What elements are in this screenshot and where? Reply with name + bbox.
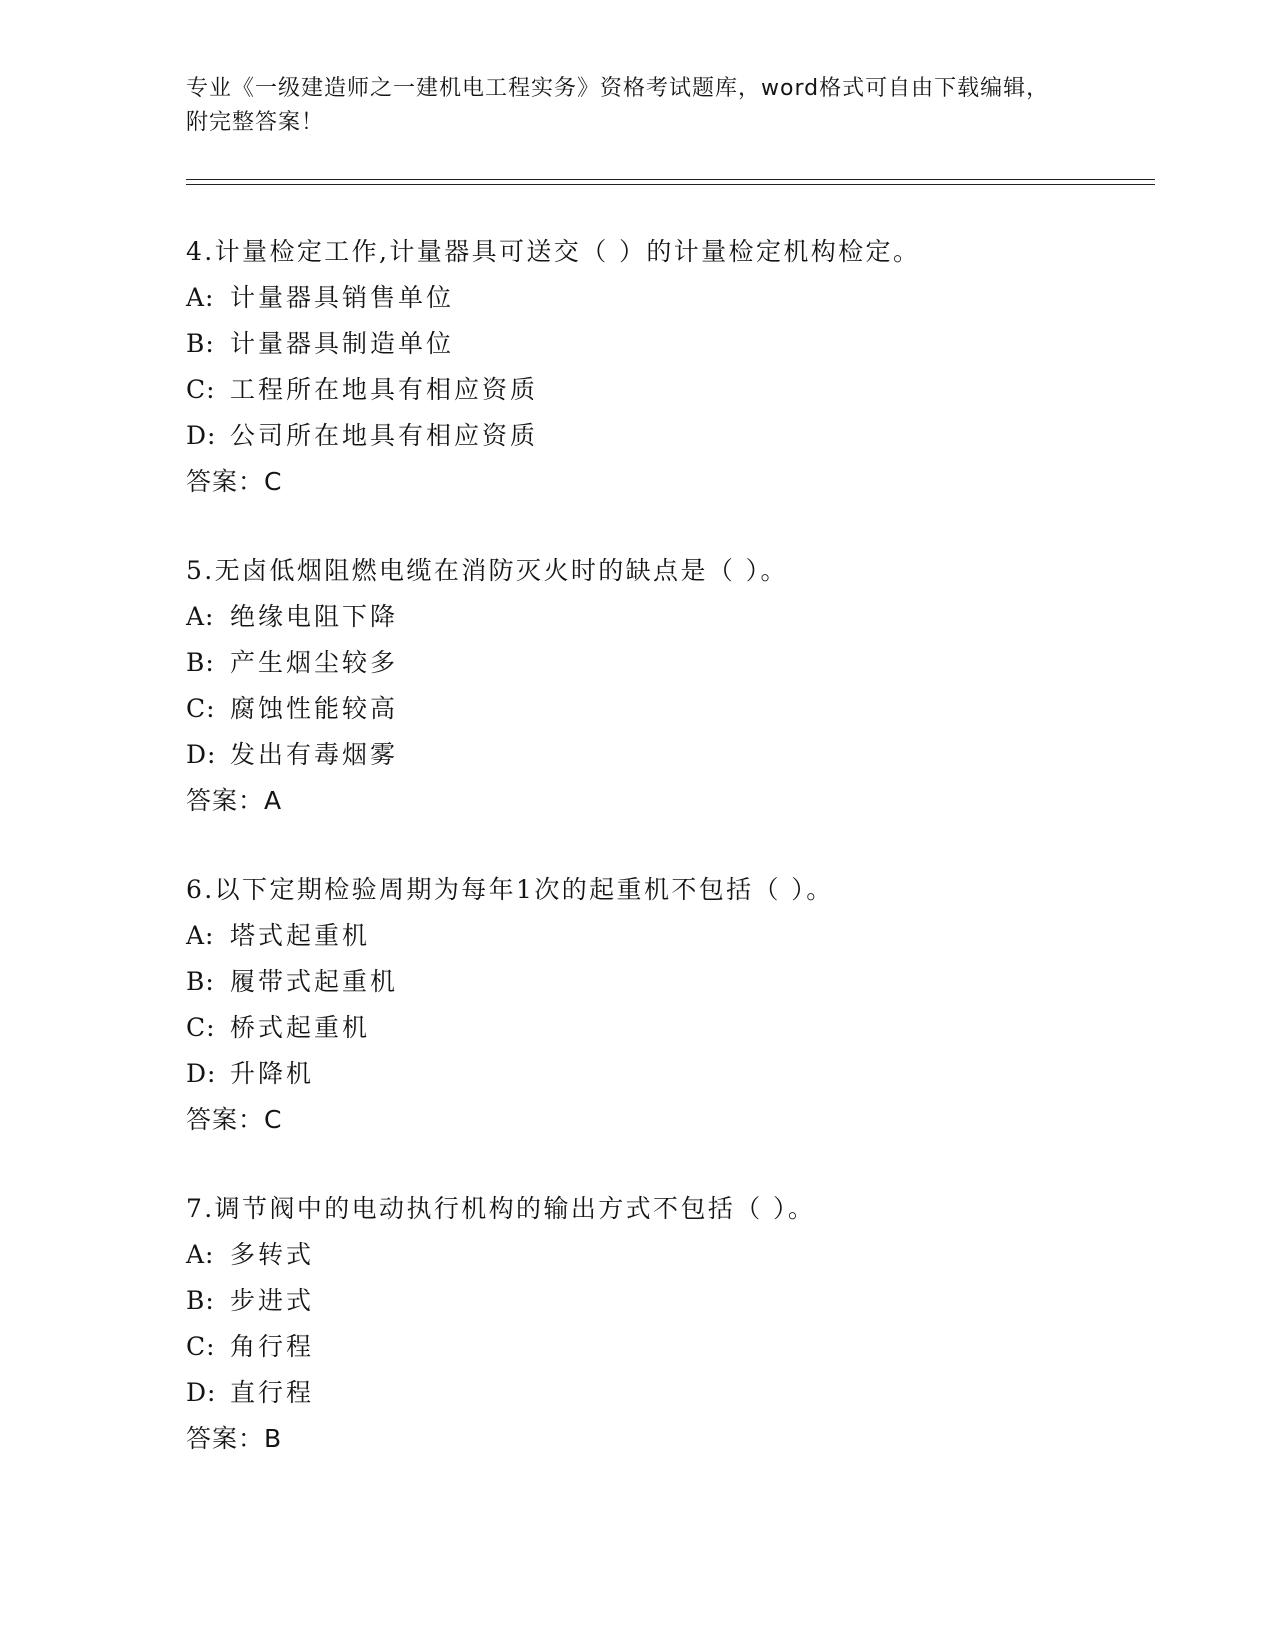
answer-line: 答案：A	[186, 786, 283, 815]
question-stem: 6.以下定期检验周期为每年1次的起重机不包括（ ）。	[186, 875, 834, 904]
answer-line: 答案：C	[186, 1105, 283, 1134]
option-c	[186, 686, 1146, 732]
question-stem: 5.无卤低烟阻燃电缆在消防灭火时的缺点是（ ）。	[186, 556, 788, 585]
option-text: 步进式	[230, 1286, 315, 1315]
option-letter: A:	[186, 921, 215, 950]
option-text: 绝缘电阻下降	[230, 602, 399, 631]
answer-line: 答案：B	[186, 1424, 283, 1453]
option-letter: A:	[186, 1240, 215, 1269]
option-text: 产生烟尘较多	[230, 648, 399, 677]
option-b	[186, 321, 1146, 367]
option-a	[186, 913, 1146, 959]
option-d	[186, 1051, 1146, 1097]
option-c	[186, 1005, 1146, 1051]
option-letter: C:	[186, 375, 216, 404]
question-6	[186, 867, 1146, 1143]
option-letter: B:	[186, 967, 215, 996]
question-7	[186, 1186, 1146, 1462]
option-letter: B:	[186, 1286, 215, 1315]
header-rule-top	[186, 179, 1155, 180]
option-d	[186, 413, 1146, 459]
option-d	[186, 732, 1146, 778]
option-text: 计量器具制造单位	[230, 329, 455, 358]
option-b	[186, 1278, 1146, 1324]
option-b	[186, 640, 1146, 686]
option-text: 履带式起重机	[230, 967, 399, 996]
option-text: 腐蚀性能较高	[230, 694, 399, 723]
option-b	[186, 959, 1146, 1005]
option-a	[186, 1232, 1146, 1278]
question-stem: 7.调节阀中的电动执行机构的输出方式不包括（ ）。	[186, 1194, 816, 1223]
question-5	[186, 548, 1146, 824]
option-letter: C:	[186, 1332, 216, 1361]
option-letter: B:	[186, 329, 215, 358]
option-text: 计量器具销售单位	[230, 283, 455, 312]
option-text: 升降机	[230, 1059, 315, 1088]
option-text: 塔式起重机	[230, 921, 371, 950]
option-d	[186, 1370, 1146, 1416]
option-c	[186, 1324, 1146, 1370]
option-letter: A:	[186, 602, 215, 631]
option-letter: D:	[186, 1378, 217, 1407]
option-text: 角行程	[230, 1332, 315, 1361]
option-letter: C:	[186, 1013, 216, 1042]
header-rule-bottom	[186, 184, 1155, 185]
option-a	[186, 275, 1146, 321]
document-header: 专业《一级建造师之一建机电工程实务》资格考试题库，word格式可自由下载编辑，附完整答案！	[186, 76, 1050, 135]
option-text: 发出有毒烟雾	[230, 740, 399, 769]
option-text: 多转式	[230, 1240, 315, 1269]
option-text: 直行程	[230, 1378, 315, 1407]
option-letter: B:	[186, 648, 215, 677]
question-stem: 4.计量检定工作,计量器具可送交（ ）的计量检定机构检定。	[186, 237, 921, 266]
option-letter: D:	[186, 1059, 217, 1088]
question-4	[186, 229, 1146, 505]
answer-line: 答案：C	[186, 467, 283, 496]
option-letter: C:	[186, 694, 216, 723]
option-a	[186, 594, 1146, 640]
option-letter: D:	[186, 740, 217, 769]
option-text: 桥式起重机	[230, 1013, 371, 1042]
option-c	[186, 367, 1146, 413]
option-letter: D:	[186, 421, 217, 450]
option-text: 工程所在地具有相应资质	[230, 375, 539, 404]
option-text: 公司所在地具有相应资质	[230, 421, 539, 450]
option-letter: A:	[186, 283, 215, 312]
